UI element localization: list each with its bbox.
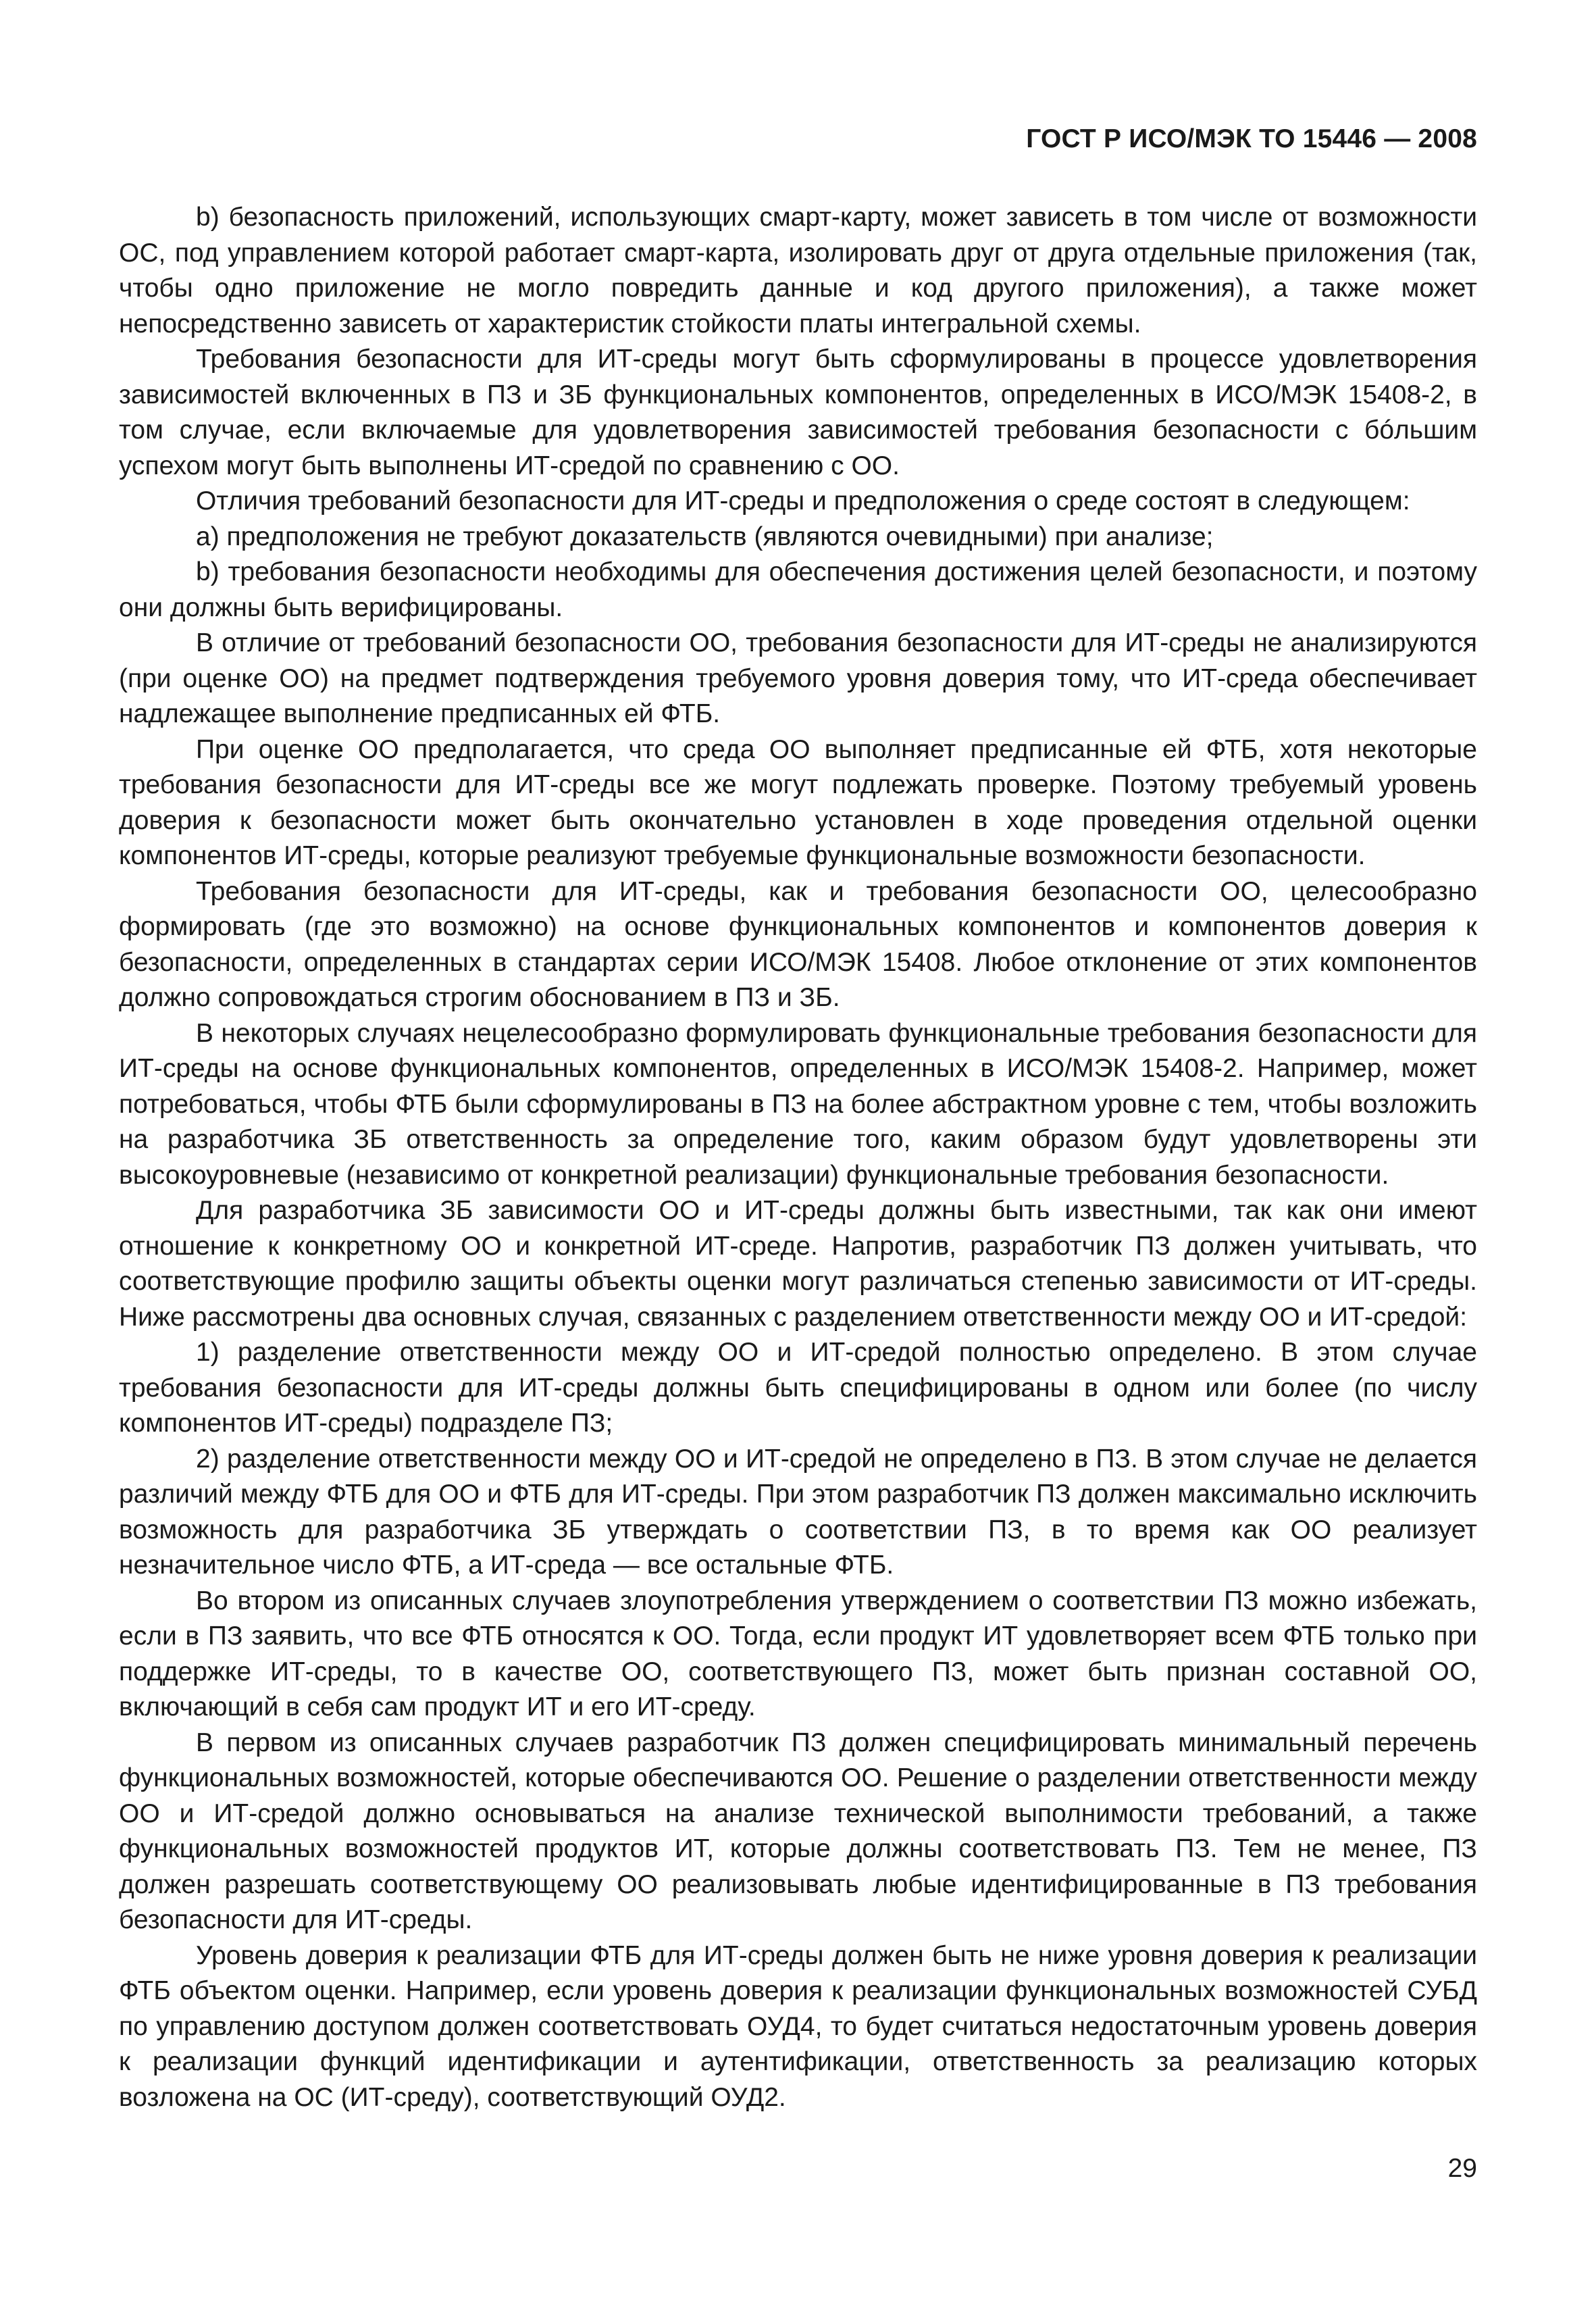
paragraph: При оценке ОО предполагается, что среда ОО выполняет предписанные ей ФТБ, хотя некоторые требования безопасности для ИТ-среды все же могут подлежать проверке. Поэтому требуемый уровень доверия к безопасности может быть окончательно установлен в ходе проведения отдельной оценки компонентов ИТ-среды, которые реализуют требуемые функциональные возможности безопасности.: [119, 734, 1477, 870]
paragraph: Требования безопасности для ИТ-среды могут быть сформулированы в процессе удовлетворения зависимостей включенных в ПЗ и ЗБ функциональных компонентов, определенных в ИСО/МЭК 15408-2, в том случае, если включаемые для удовлетворения зависимостей требования безопасности с бóльшим успехом могут быть выполнены ИТ-средой по сравнению с ОО.: [119, 345, 1477, 480]
paragraph: Отличия требований безопасности для ИТ-среды и предположения о среде состоят в следующем:: [196, 486, 1410, 515]
paragraph: В первом из описанных случаев разработчик ПЗ должен специфицировать минимальный перечень функциональных возможностей, которые обеспечиваются ОО. Решение о разделении ответственности между ОО и ИТ-средой должно основываться на анализе технической выполнимости требований, а также функциональных возможностей продуктов ИТ, которые должны соответствовать ПЗ. Тем не менее, ПЗ должен разрешать соответствующему ОО реализовывать любые идентифицированные в ПЗ требования безопасности для ИТ-среды.: [119, 1728, 1477, 1934]
document-header: ГОСТ Р ИСО/МЭК ТО 15446 — 2008: [1026, 124, 1477, 153]
paragraph: Уровень доверия к реализации ФТБ для ИТ-среды должен быть не ниже уровня доверия к реализации ФТБ объектом оценки. Например, если уровень доверия к реализации функциональных возможностей СУБД по управлению доступом должен соответствовать ОУД4, то будет считаться недостаточным уровень доверия к реализации функций идентификации и аутентификации, ответственность за реализацию которых возложена на ОС (ИТ-среду), соответствующий ОУД2.: [119, 1940, 1477, 2112]
document-body: [119, 200, 1477, 2115]
list-item: b) требования безопасности необходимы для обеспечения достижения целей безопасности, и поэтому они должны быть верифицированы.: [119, 557, 1477, 622]
paragraph: В некоторых случаях нецелесообразно формулировать функциональные требования безопасности для ИТ-среды на основе функциональных компонентов, определенных в ИСО/МЭК 15408-2. Например, может потребоваться, чтобы ФТБ были сформулированы в ПЗ на более абстрактном уровне с тем, чтобы возложить на разработчика ЗБ ответственность за определение того, каким образом будут удовлетворены эти высокоуровневые (независимо от конкретной реализации) функциональные требования безопасности.: [119, 1018, 1477, 1190]
paragraph: В отличие от требований безопасности ОО, требования безопасности для ИТ-среды не анализируются (при оценке ОО) на предмет подтверждения требуемого уровня доверия тому, что ИТ-среда обеспечивает надлежащее выполнение предписанных ей ФТБ.: [119, 628, 1477, 728]
paragraph: Для разработчика ЗБ зависимости ОО и ИТ-среды должны быть известными, так как они имеют отношение к конкретному ОО и конкретной ИТ-среде. Напротив, разработчик ПЗ должен учитывать, что соответствующие профилю защиты объекты оценки могут различаться степенью зависимости от ИТ-среды. Ниже рассмотрены два основных случая, связанных с разделением ответственности между ОО и ИТ-средой:: [119, 1196, 1477, 1332]
paragraph: b) безопасность приложений, использующих смарт-карту, может зависеть в том числе от возможности ОС, под управлением которой работает смарт-карта, изолировать друг от друга отдельные приложения (так, чтобы одно приложение не могло повредить данные и код другого приложения), а также может непосредственно зависеть от характеристик стойкости платы интегральной схемы.: [119, 203, 1477, 338]
list-item: а) предположения не требуют доказательств (являются очевидными) при анализе;: [196, 522, 1214, 551]
list-item: 1) разделение ответственности между ОО и ИТ-средой полностью определено. В этом случае требования безопасности для ИТ-среды должны быть специфицированы в одном или более (по числу компонентов ИТ-среды) подразделе ПЗ;: [119, 1338, 1477, 1438]
paragraph: Требования безопасности для ИТ-среды, как и требования безопасности ОО, целесообразно формировать (где это возможно) на основе функциональных компонентов и компонентов доверия к безопасности, определенных в стандартах серии ИСО/МЭК 15408. Любое отклонение от этих компонентов должно сопровождаться строгим обоснованием в ПЗ и ЗБ.: [119, 876, 1477, 1012]
list-item: 2) разделение ответственности между ОО и ИТ-средой не определено в ПЗ. В этом случае не делается различий между ФТБ для ОО и ФТБ для ИТ-среды. При этом разработчик ПЗ должен максимально исключить возможность для разработчика ЗБ утверждать о соответствии ПЗ, в то время как ОО реализует незначительное число ФТБ, а ИТ-среда — все остальные ФТБ.: [119, 1444, 1477, 1580]
page-number: 29: [1447, 2154, 1477, 2183]
paragraph: Во втором из описанных случаев злоупотребления утверждением о соответствии ПЗ можно избежать, если в ПЗ заявить, что все ФТБ относятся к ОО. Тогда, если продукт ИТ удовлетворяет всем ФТБ только при поддержке ИТ-среды, то в качестве ОО, соответствующего ПЗ, может быть признан составной ОО, включающий в себя сам продукт ИТ и его ИТ-среду.: [119, 1586, 1477, 1721]
